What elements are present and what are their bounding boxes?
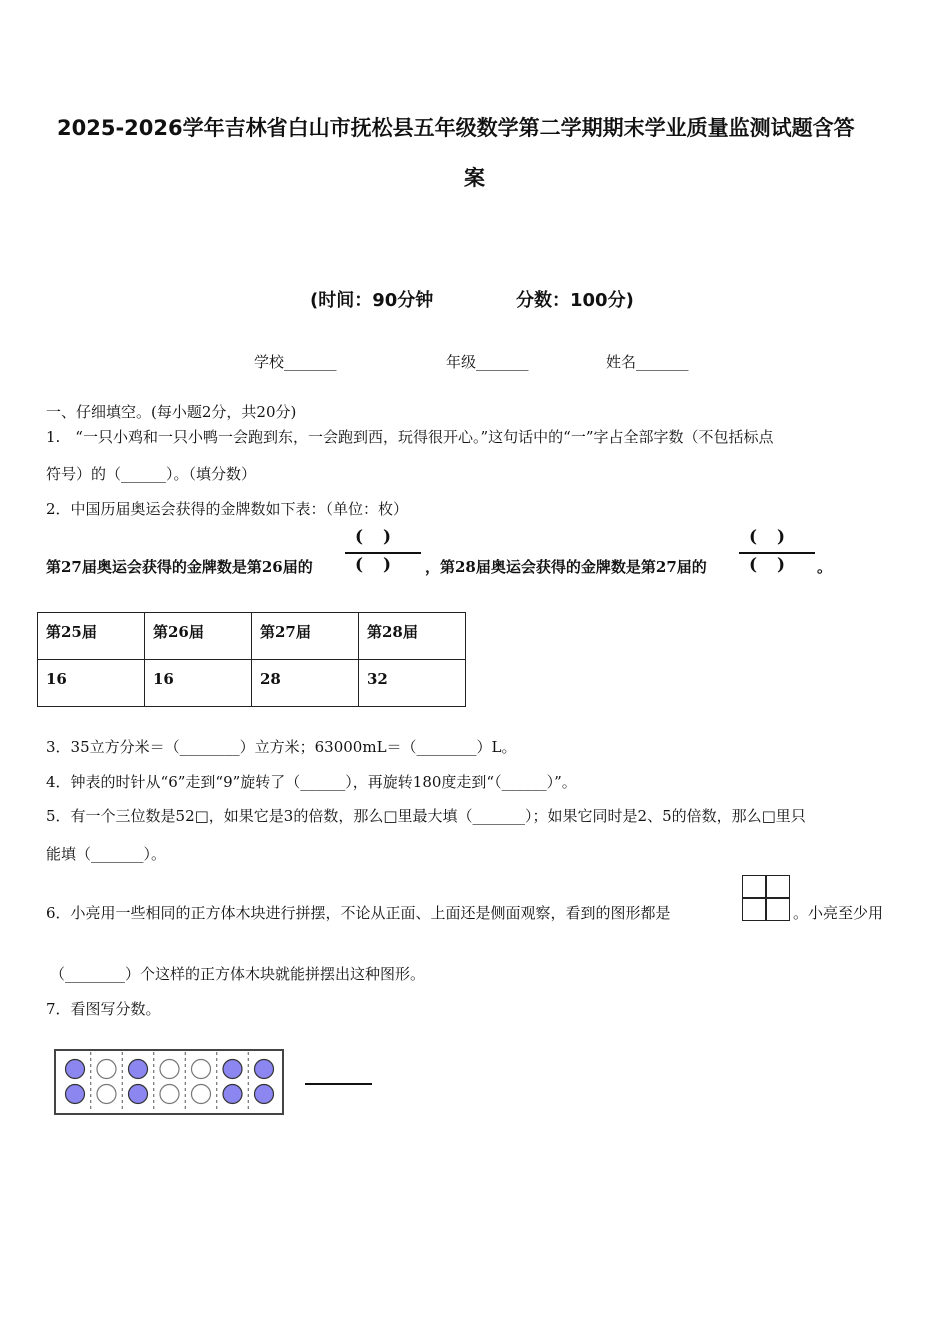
school-field: 学校_______ xyxy=(254,353,337,371)
table-header-cell: 第26届 xyxy=(145,613,252,660)
fraction-blank-2[interactable] xyxy=(737,527,817,579)
grid-divider-horizontal xyxy=(743,897,789,899)
empty-circle xyxy=(97,1060,116,1079)
question-5-line1: 5．有一个三位数是52□，如果它是3的倍数，那么□里最大填（_______）；如果它同时是2、5的倍数，那么□里只 xyxy=(46,807,806,825)
filled-circle xyxy=(223,1085,242,1104)
empty-circle xyxy=(192,1085,211,1104)
question-6-line2: （________）个这样的正方体木块就能拼摆出这种图形。 xyxy=(50,965,426,983)
empty-circle xyxy=(160,1085,179,1104)
question-2-part2: ，第28届奥运会获得的金牌数是第27届的 xyxy=(425,558,707,576)
fraction-numerator: () xyxy=(748,527,806,547)
empty-circle xyxy=(160,1060,179,1079)
exam-time: (时间：90分钟 xyxy=(310,290,434,311)
grade-field: 年级_______ xyxy=(446,353,529,371)
question-2-part1: 第27届奥运会获得的金牌数是第26届的 xyxy=(46,558,313,576)
table-cell: 16 xyxy=(145,660,252,707)
table-header-cell: 第28届 xyxy=(359,613,466,660)
fraction-denominator: () xyxy=(354,555,412,575)
question-6-part1: 6．小亮用一些相同的正方体木块进行拼摆，不论从正面、上面还是侧面观察，看到的图形都是 xyxy=(46,904,671,922)
question-1-line2: 符号）的（______）。（填分数） xyxy=(46,465,257,483)
filled-circle xyxy=(66,1085,85,1104)
table-cell: 28 xyxy=(252,660,359,707)
empty-circle xyxy=(97,1085,116,1104)
fraction-blank-1[interactable] xyxy=(343,527,423,579)
question-7: 7．看图写分数。 xyxy=(46,1000,161,1018)
table-header-row xyxy=(38,613,466,660)
name-field: 姓名_______ xyxy=(606,353,689,371)
page-title-line1: 2025-2026学年吉林省白山市抚松县五年级数学第二学期期末学业质量监测试题含答 xyxy=(57,116,855,140)
question-4: 4．钟表的时针从“6”走到“9”旋转了（______），再旋转180度走到“（______）”。 xyxy=(46,773,577,791)
filled-circle xyxy=(223,1060,242,1079)
table-cell: 32 xyxy=(359,660,466,707)
question-1-line1: 1. “一只小鸡和一只小鸭一会跑到东，一会跑到西，玩得很开心。”这句话中的“一”字占全部字数（不包括标点 xyxy=(46,428,774,446)
square-grid-figure xyxy=(742,875,790,921)
table-cell: 16 xyxy=(38,660,145,707)
question-3: 3．35立方分米＝（________）立方米；63000mL＝（________）L。 xyxy=(46,738,517,756)
question-6-part2: 。小亮至少用 xyxy=(793,904,884,922)
fraction-bar xyxy=(345,552,421,554)
question-5-line2: 能填（_______）。 xyxy=(46,845,167,863)
gold-medal-table xyxy=(37,612,466,707)
circle-fraction-figure xyxy=(54,1049,286,1117)
table-header-cell: 第27届 xyxy=(252,613,359,660)
empty-circle xyxy=(192,1060,211,1079)
table-header-cell: 第25届 xyxy=(38,613,145,660)
table-row xyxy=(38,660,466,707)
question-2-intro: 2．中国历届奥运会获得的金牌数如下表：（单位：枚） xyxy=(46,500,409,518)
fraction-denominator: () xyxy=(748,555,806,575)
filled-circle xyxy=(255,1060,274,1079)
page-title-line2: 案 xyxy=(464,166,485,190)
filled-circle xyxy=(66,1060,85,1079)
filled-circle xyxy=(129,1085,148,1104)
exam-score: 分数：100分) xyxy=(516,290,634,311)
fraction-numerator: () xyxy=(354,527,412,547)
fraction-bar xyxy=(739,552,815,554)
answer-line[interactable] xyxy=(305,1083,372,1085)
section-heading: 一、仔细填空。(每小题2分，共20分) xyxy=(46,403,297,421)
filled-circle xyxy=(255,1085,274,1104)
filled-circle xyxy=(129,1060,148,1079)
question-2-part3: 。 xyxy=(817,558,833,576)
